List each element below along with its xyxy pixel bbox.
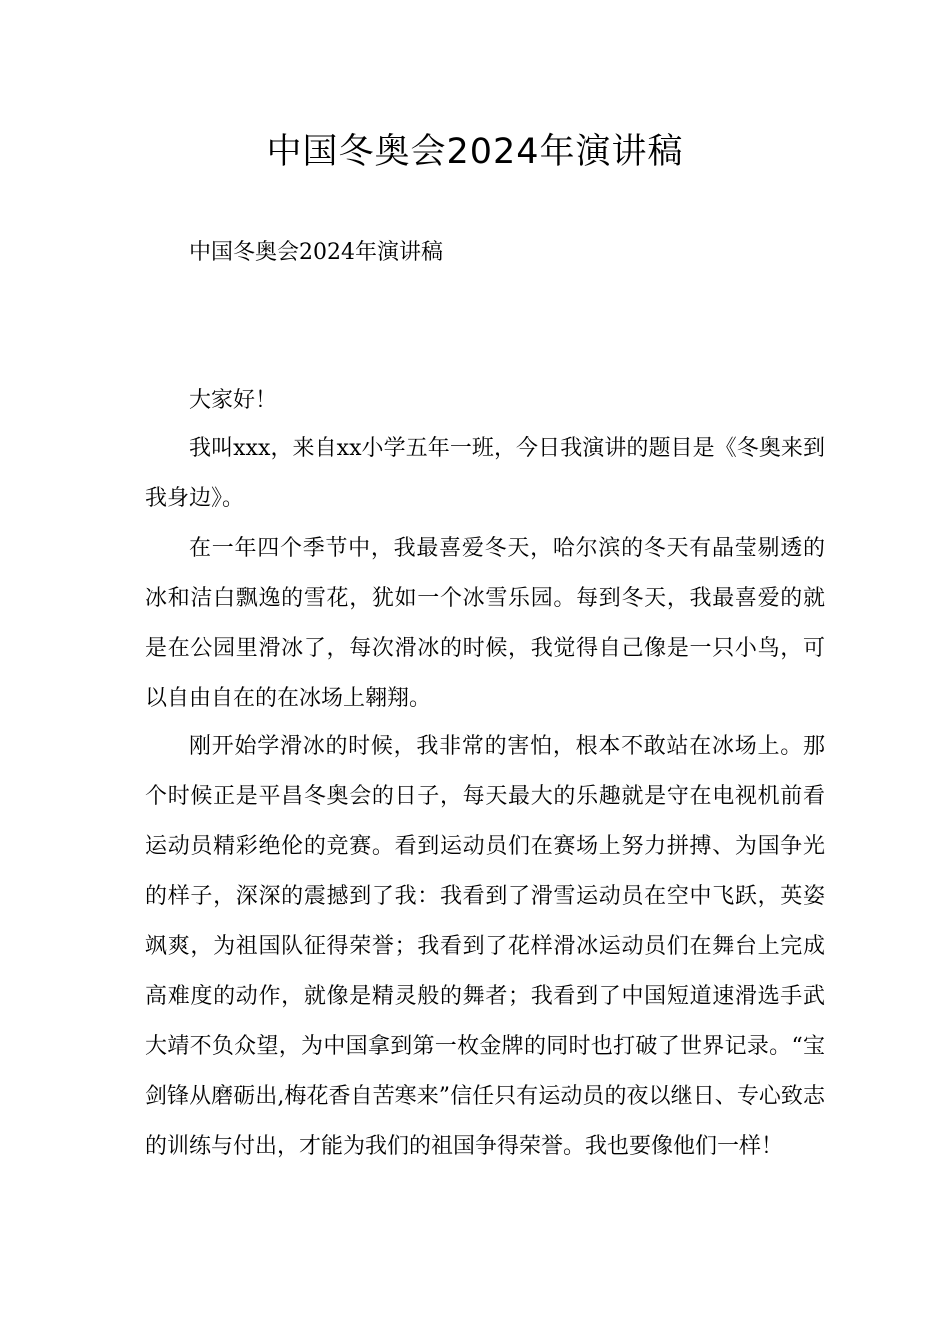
intro-paragraph: 我叫xxx，来自xx小学五年一班，今日我演讲的题目是《冬奥来到我身边》。 — [145, 436, 825, 511]
skating-paragraph: 刚开始学滑冰的时候，我非常的害怕，根本不敢站在冰场上。那个时候正是平昌冬奥会的日子，每天最大的乐趣就是守在电视机前看运动员精彩绝伦的竞赛。看到运动员们在赛场上努力拼搏、为国争光的样子，深深的震撼到了我：我看到了滑雪运动员在空中飞跃，英姿飒爽，为祖国队征得荣誉；我看到了花样滑冰运动员们在舞台上完成高难度的动作，就像是精灵般的舞者；我看到了中国短道速滑选手武大靖不负众望，为中国拿到第一枚金牌的同时也打破了世界记录。“宝剑锋从磨砺出,梅花香自苦寒来”信任只有运动员的夜以继日、专心致志的训练与付出，才能为我们的祖国争得荣誉。我也要像他们一样！ — [145, 734, 825, 1159]
winter-paragraph: 在一年四个季节中，我最喜爱冬天，哈尔滨的冬天有晶莹剔透的冰和洁白飘逸的雪花，犹如一个冰雪乐园。每到冬天，我最喜爱的就是在公园里滑冰了，每次滑冰的时候，我觉得自己像是一只小鸟，可以自由自在的在冰场上翱翔。 — [145, 536, 825, 711]
greeting-paragraph: 大家好！ — [189, 388, 278, 413]
document-title: 中国冬奥会2024年演讲稿 — [266, 132, 684, 172]
document-subtitle: 中国冬奥会2024年演讲稿 — [189, 240, 443, 265]
